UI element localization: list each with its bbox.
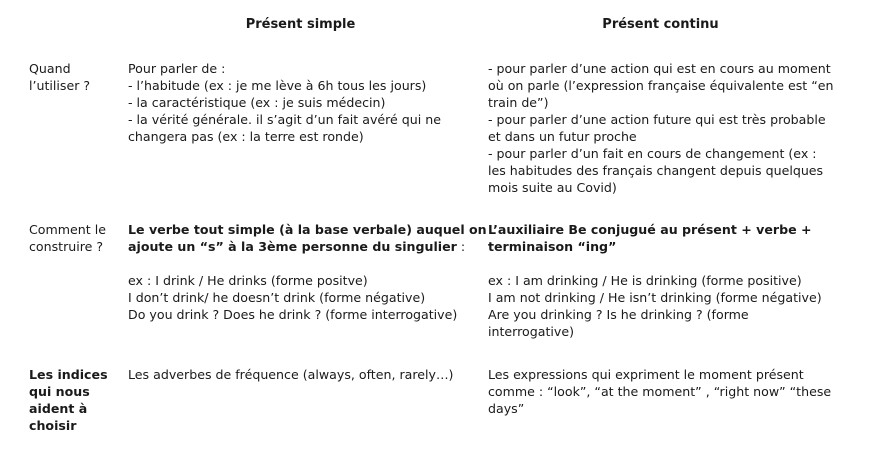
text-line: Les expressions qui expriment le moment présent [488,367,804,382]
text-line: comme : “look”, “at the moment” , “right now” “these [488,384,832,399]
row-clues-continu [488,366,858,417]
rule-tail: : [456,239,466,254]
text-line: - la caractéristique (ex : je suis médecin) [128,95,386,110]
text-line: - pour parler d’une action future qui est très probable [488,112,826,127]
row-when-continu [488,60,858,196]
example-line: ex : I am drinking / He is drinking (forme positive) [488,273,802,288]
example-line: Are you drinking ? Is he drinking ? (forme [488,307,749,322]
row-label-line: Comment le [29,222,106,237]
row-how-continu [488,221,858,340]
row-when-label [29,60,124,94]
rule-line [128,238,478,255]
text-line: - la vérité générale. il s’agit d’un fait avéré qui ne [128,112,442,127]
text-line: Les adverbes de fréquence (always, often, rarely…) [128,367,454,382]
row-when-simple [128,60,478,145]
example-line: I am not drinking / He isn’t drinking (forme négative) [488,290,822,305]
rule-bold-line: L’auxiliaire Be conjugué au présent + verbe + [488,222,812,237]
rule-bold-line: Le verbe tout simple (à la base verbale) auquel on [128,222,487,237]
text-line: - pour parler d’un fait en cours de changement (ex : [488,146,817,161]
rule-bold-text: ajoute un “s” à la 3ème personne du singulier [128,239,457,254]
header-present-simple: Présent simple [245,17,356,32]
row-label-line: qui nous [29,384,90,399]
row-how-simple [128,221,487,323]
text-line: les habitudes des français changent depuis quelques [488,163,824,178]
rule-bold-line: terminaison “ing” [488,239,617,254]
text-line: - l’habitude (ex : je me lève à 6h tous les jours) [128,78,427,93]
text-line: et dans un futur proche [488,129,637,144]
row-label-line: choisir [29,418,77,433]
text-line: où on parle (l’expression française équivalente est “en [488,78,834,93]
spacer [128,255,478,272]
row-clues-simple [128,366,478,383]
text-line: train de”) [488,95,549,110]
example-line: ex : I drink / He drinks (forme positve) [128,273,368,288]
row-label-line: aident à [29,401,88,416]
row-label-line: Les indices [29,367,108,382]
header-present-continu: Présent continu [602,17,719,32]
text-line: mois suite au Covid) [488,180,617,195]
text-line: days” [488,401,525,416]
text-line: Pour parler de : [128,61,226,76]
row-clues-label [29,366,124,434]
row-label-line: l’utiliser ? [29,78,91,93]
spacer [488,255,858,272]
example-line: interrogative) [488,324,574,339]
example-line: Do you drink ? Does he drink ? (forme interrogative) [128,307,458,322]
row-label-line: construire ? [29,239,104,254]
text-line: changera pas (ex : la terre est ronde) [128,129,364,144]
text-line: - pour parler d’une action qui est en cours au moment [488,61,831,76]
example-line: I don’t drink/ he doesn’t drink (forme négative) [128,290,426,305]
row-how-label [29,221,124,255]
row-label-line: Quand [29,61,71,76]
